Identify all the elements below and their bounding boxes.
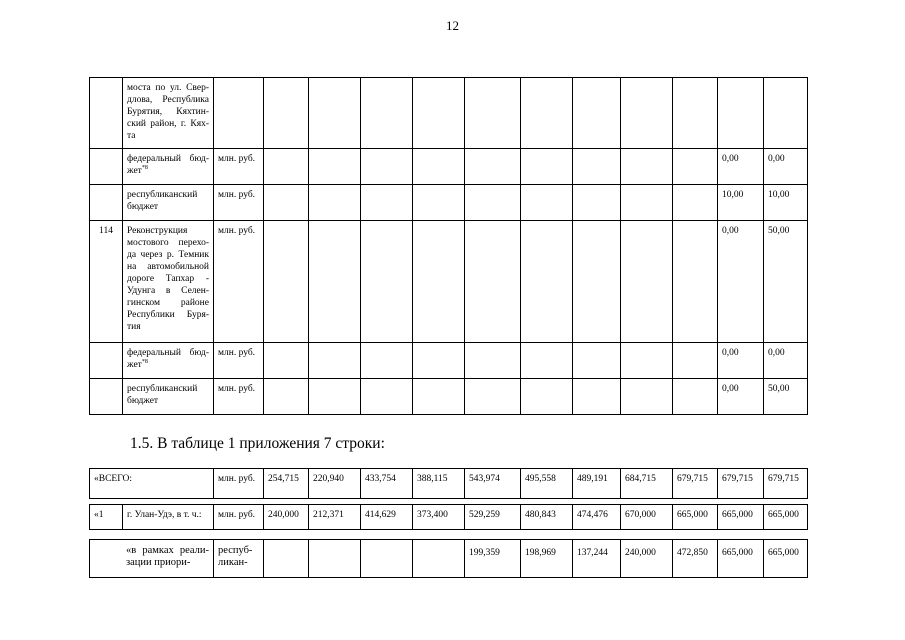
priority-description: «в рамках реали-зации приори- — [90, 540, 214, 578]
value-cell — [521, 78, 573, 149]
value-cell: 414,629 — [361, 505, 413, 530]
value-cell — [264, 185, 309, 221]
value-cell — [413, 379, 465, 415]
value-cell — [309, 540, 361, 578]
value-cell: 198,969 — [521, 540, 573, 578]
value-cell: 10,00 — [718, 185, 764, 221]
value-cell — [621, 379, 673, 415]
row-description-text: республиканский бюджет — [127, 384, 198, 406]
value-cell — [621, 78, 673, 149]
value-cell — [673, 343, 718, 379]
row-description — [123, 379, 214, 415]
value-cell — [673, 221, 718, 343]
value-cell — [361, 78, 413, 149]
value-cell — [621, 343, 673, 379]
value-cell — [361, 343, 413, 379]
table-row — [90, 185, 808, 221]
value-cell: 665,000 — [718, 540, 764, 578]
value-cell — [264, 540, 309, 578]
table-row — [90, 78, 808, 149]
value-cell — [309, 185, 361, 221]
value-cell — [673, 149, 718, 185]
value-cell — [264, 343, 309, 379]
row-number — [90, 78, 123, 149]
value-cell: 472,850 — [673, 540, 718, 578]
value-cell: 0,00 — [718, 221, 764, 343]
value-cell — [413, 149, 465, 185]
value-cell: 495,558 — [521, 469, 573, 499]
value-cell — [309, 343, 361, 379]
value-cell: 0,00 — [718, 343, 764, 379]
value-cell: 10,00 — [764, 185, 808, 221]
value-cell — [413, 540, 465, 578]
row-description — [123, 221, 214, 343]
value-cell — [309, 78, 361, 149]
row-description-text: федеральный бюд-жет — [127, 348, 209, 370]
value-cell — [718, 78, 764, 149]
value-cell — [361, 149, 413, 185]
value-cell — [521, 343, 573, 379]
value-cell — [621, 185, 673, 221]
value-cell — [673, 185, 718, 221]
value-cell: 665,000 — [673, 505, 718, 530]
row-number: 114 — [90, 221, 123, 343]
row-description-text: федеральный бюд-жет — [127, 154, 209, 176]
value-cell — [764, 78, 808, 149]
value-cell: 0,00 — [718, 149, 764, 185]
row-description — [123, 78, 214, 149]
value-cell — [309, 149, 361, 185]
value-cell — [465, 379, 521, 415]
priority-table — [89, 539, 808, 578]
value-cell — [361, 379, 413, 415]
row-number — [90, 343, 123, 379]
value-cell — [573, 379, 621, 415]
row-unit: млн. руб. — [214, 343, 264, 379]
value-cell — [521, 379, 573, 415]
value-cell: 670,000 — [621, 505, 673, 530]
value-cell — [573, 185, 621, 221]
row-unit: млн. руб. — [214, 149, 264, 185]
priority-row — [90, 540, 808, 578]
value-cell: 240,000 — [264, 505, 309, 530]
value-cell — [264, 149, 309, 185]
value-cell — [264, 221, 309, 343]
value-cell: 50,00 — [764, 379, 808, 415]
value-cell: 373,400 — [413, 505, 465, 530]
value-cell: 433,754 — [361, 469, 413, 499]
value-cell — [573, 78, 621, 149]
total-unit: млн. руб. — [214, 469, 264, 499]
value-cell: 474,476 — [573, 505, 621, 530]
value-cell — [465, 343, 521, 379]
value-cell: 480,843 — [521, 505, 573, 530]
value-cell — [264, 78, 309, 149]
value-cell — [361, 185, 413, 221]
city-table — [89, 504, 808, 530]
value-cell — [361, 221, 413, 343]
value-cell: 665,000 — [718, 505, 764, 530]
table-row — [90, 221, 808, 343]
main-table — [89, 77, 808, 415]
value-cell: 212,371 — [309, 505, 361, 530]
row-description-text: Реконструкция мостового перехо-да через р. Темник на автомобильной дороге Тапхар - Удунга в Селен-гинском районе Республики Буря-тия — [127, 226, 209, 332]
value-cell: 679,715 — [764, 469, 808, 499]
value-cell: 679,715 — [673, 469, 718, 499]
city-number: «1 — [90, 505, 123, 530]
value-cell — [573, 149, 621, 185]
value-cell: 0,00 — [718, 379, 764, 415]
footnote-marker: *8 — [141, 358, 148, 365]
value-cell — [465, 78, 521, 149]
row-number — [90, 379, 123, 415]
row-number — [90, 185, 123, 221]
total-table — [89, 468, 808, 499]
value-cell — [361, 540, 413, 578]
value-cell: 0,00 — [764, 149, 808, 185]
value-cell: 665,000 — [764, 505, 808, 530]
value-cell — [573, 221, 621, 343]
row-unit: млн. руб. — [214, 185, 264, 221]
row-description — [123, 185, 214, 221]
value-cell: 529,259 — [465, 505, 521, 530]
row-description-text: моста по ул. Свер-длова, Республика Бурятия, Кяхтин-ский район, г. Кях-та — [127, 83, 209, 141]
row-unit — [214, 78, 264, 149]
value-cell — [621, 149, 673, 185]
value-cell: 665,000 — [764, 540, 808, 578]
value-cell — [673, 379, 718, 415]
value-cell — [521, 149, 573, 185]
value-cell — [673, 78, 718, 149]
value-cell: 240,000 — [621, 540, 673, 578]
value-cell — [413, 185, 465, 221]
value-cell: 0,00 — [764, 343, 808, 379]
section-heading: 1.5. В таблице 1 приложения 7 строки: — [130, 435, 385, 452]
city-row — [90, 505, 808, 530]
value-cell: 254,715 — [264, 469, 309, 499]
value-cell: 137,244 — [573, 540, 621, 578]
value-cell: 220,940 — [309, 469, 361, 499]
total-row — [90, 469, 808, 499]
value-cell — [309, 221, 361, 343]
city-unit: млн. руб. — [214, 505, 264, 530]
value-cell — [413, 343, 465, 379]
row-unit: млн. руб. — [214, 221, 264, 343]
table-row — [90, 149, 808, 185]
value-cell: 388,115 — [413, 469, 465, 499]
value-cell — [309, 379, 361, 415]
value-cell — [413, 78, 465, 149]
table-row — [90, 343, 808, 379]
value-cell: 489,191 — [573, 469, 621, 499]
value-cell: 199,359 — [465, 540, 521, 578]
row-number — [90, 149, 123, 185]
row-unit: млн. руб. — [214, 379, 264, 415]
row-description — [123, 343, 214, 379]
value-cell — [465, 221, 521, 343]
value-cell — [264, 379, 309, 415]
total-label: «ВСЕГО: — [90, 469, 214, 499]
value-cell: 543,974 — [465, 469, 521, 499]
row-description — [123, 149, 214, 185]
page-number: 12 — [446, 18, 459, 33]
value-cell: 684,715 — [621, 469, 673, 499]
value-cell: 50,00 — [764, 221, 808, 343]
city-description: г. Улан-Удэ, в т. ч.: — [123, 505, 214, 530]
value-cell: 679,715 — [718, 469, 764, 499]
value-cell — [621, 221, 673, 343]
value-cell — [573, 343, 621, 379]
footnote-marker: *8 — [141, 164, 148, 171]
priority-unit: респуб-ликан- — [214, 540, 264, 578]
value-cell — [413, 221, 465, 343]
value-cell — [521, 185, 573, 221]
table-row — [90, 379, 808, 415]
value-cell — [465, 185, 521, 221]
value-cell — [521, 221, 573, 343]
row-description-text: республиканский бюджет — [127, 190, 198, 212]
value-cell — [465, 149, 521, 185]
